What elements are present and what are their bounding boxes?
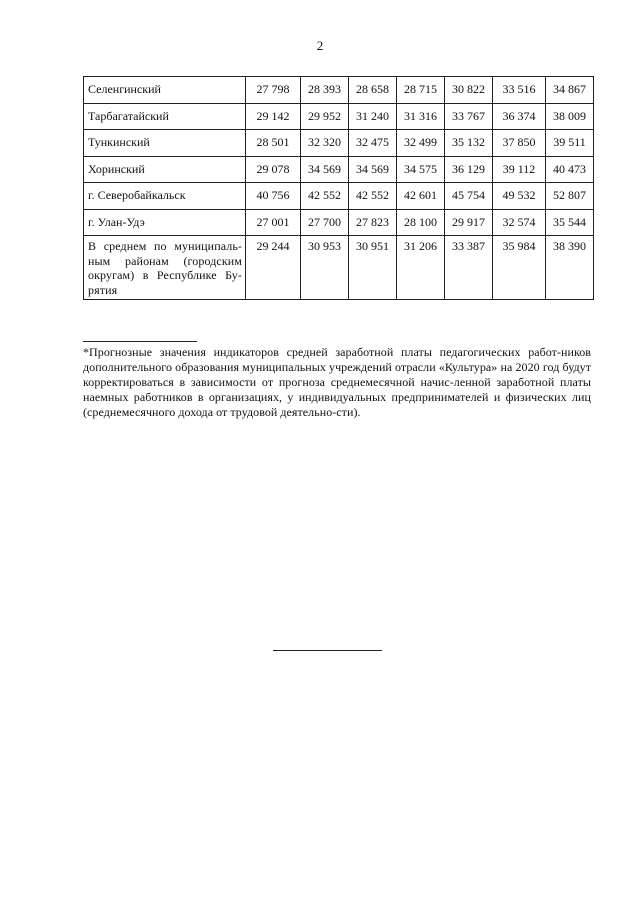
- average-value-4: 31 206: [397, 236, 445, 300]
- district-name: Селенгинский: [84, 77, 246, 104]
- salary-value: 29 078: [246, 156, 301, 183]
- table-row: [84, 183, 594, 210]
- salary-value: 39 511: [546, 130, 594, 157]
- district-name: Хоринский: [84, 156, 246, 183]
- salary-table: [83, 76, 594, 300]
- salary-value: 29 952: [301, 103, 349, 130]
- salary-value: 34 867: [546, 77, 594, 104]
- salary-value: 35 544: [546, 209, 594, 236]
- average-value-7: 38 390: [546, 236, 594, 300]
- salary-value: 33 767: [445, 103, 493, 130]
- salary-value: 36 374: [493, 103, 546, 130]
- footnote-separator: [83, 341, 197, 342]
- table-body: [84, 77, 594, 300]
- salary-value: 32 499: [397, 130, 445, 157]
- district-name: г. Северобайкальск: [84, 183, 246, 210]
- salary-value: 27 798: [246, 77, 301, 104]
- salary-value: 28 100: [397, 209, 445, 236]
- salary-value: 32 320: [301, 130, 349, 157]
- salary-value: 30 822: [445, 77, 493, 104]
- district-name: Тункинский: [84, 130, 246, 157]
- salary-value: 27 823: [349, 209, 397, 236]
- salary-value: 32 475: [349, 130, 397, 157]
- district-name: Тарбагатайский: [84, 103, 246, 130]
- salary-value: 28 658: [349, 77, 397, 104]
- salary-value: 38 009: [546, 103, 594, 130]
- salary-value: 28 393: [301, 77, 349, 104]
- average-value-5: 33 387: [445, 236, 493, 300]
- salary-value: 34 575: [397, 156, 445, 183]
- footnote-text: *Прогнозные значения индикаторов средней заработной платы педагогических работ-ников дополнительного образования муниципальных учреждений отрасли «Культура» на 2020 год будут корректироваться в зависимости от прогноза среднемесячной начис-ленной заработной платы наемных работников в организациях, у индивидуальных предпринимателей и физических лиц (среднемесячного дохода от трудовой деятельно-сти).: [83, 345, 591, 419]
- salary-value: 36 129: [445, 156, 493, 183]
- salary-value: 29 142: [246, 103, 301, 130]
- salary-value: 42 552: [349, 183, 397, 210]
- table-row: [84, 156, 594, 183]
- salary-value: 35 132: [445, 130, 493, 157]
- table-row: [84, 77, 594, 104]
- salary-value: 40 473: [546, 156, 594, 183]
- average-row: [84, 236, 594, 300]
- salary-value: 42 601: [397, 183, 445, 210]
- district-name: г. Улан-Удэ: [84, 209, 246, 236]
- end-of-document-line: [273, 650, 382, 651]
- salary-value: 32 574: [493, 209, 546, 236]
- average-value-1: 29 244: [246, 236, 301, 300]
- salary-value: 33 516: [493, 77, 546, 104]
- salary-value: 34 569: [349, 156, 397, 183]
- table-row: [84, 130, 594, 157]
- table-row: [84, 209, 594, 236]
- salary-value: 29 917: [445, 209, 493, 236]
- average-row-label: В среднем по муниципаль-ным районам (городским округам) в Республике Бу-рятия: [84, 236, 246, 300]
- salary-value: 27 700: [301, 209, 349, 236]
- salary-value: 49 532: [493, 183, 546, 210]
- salary-value: 31 316: [397, 103, 445, 130]
- salary-value: 37 850: [493, 130, 546, 157]
- salary-value: 45 754: [445, 183, 493, 210]
- average-value-6: 35 984: [493, 236, 546, 300]
- salary-value: 39 112: [493, 156, 546, 183]
- salary-value: 27 001: [246, 209, 301, 236]
- salary-value: 31 240: [349, 103, 397, 130]
- salary-value: 52 807: [546, 183, 594, 210]
- salary-value: 40 756: [246, 183, 301, 210]
- salary-value: 42 552: [301, 183, 349, 210]
- page-number: 2: [316, 38, 324, 53]
- table-row: [84, 103, 594, 130]
- salary-value: 28 715: [397, 77, 445, 104]
- salary-value: 28 501: [246, 130, 301, 157]
- salary-value: 34 569: [301, 156, 349, 183]
- average-value-2: 30 953: [301, 236, 349, 300]
- average-value-3: 30 951: [349, 236, 397, 300]
